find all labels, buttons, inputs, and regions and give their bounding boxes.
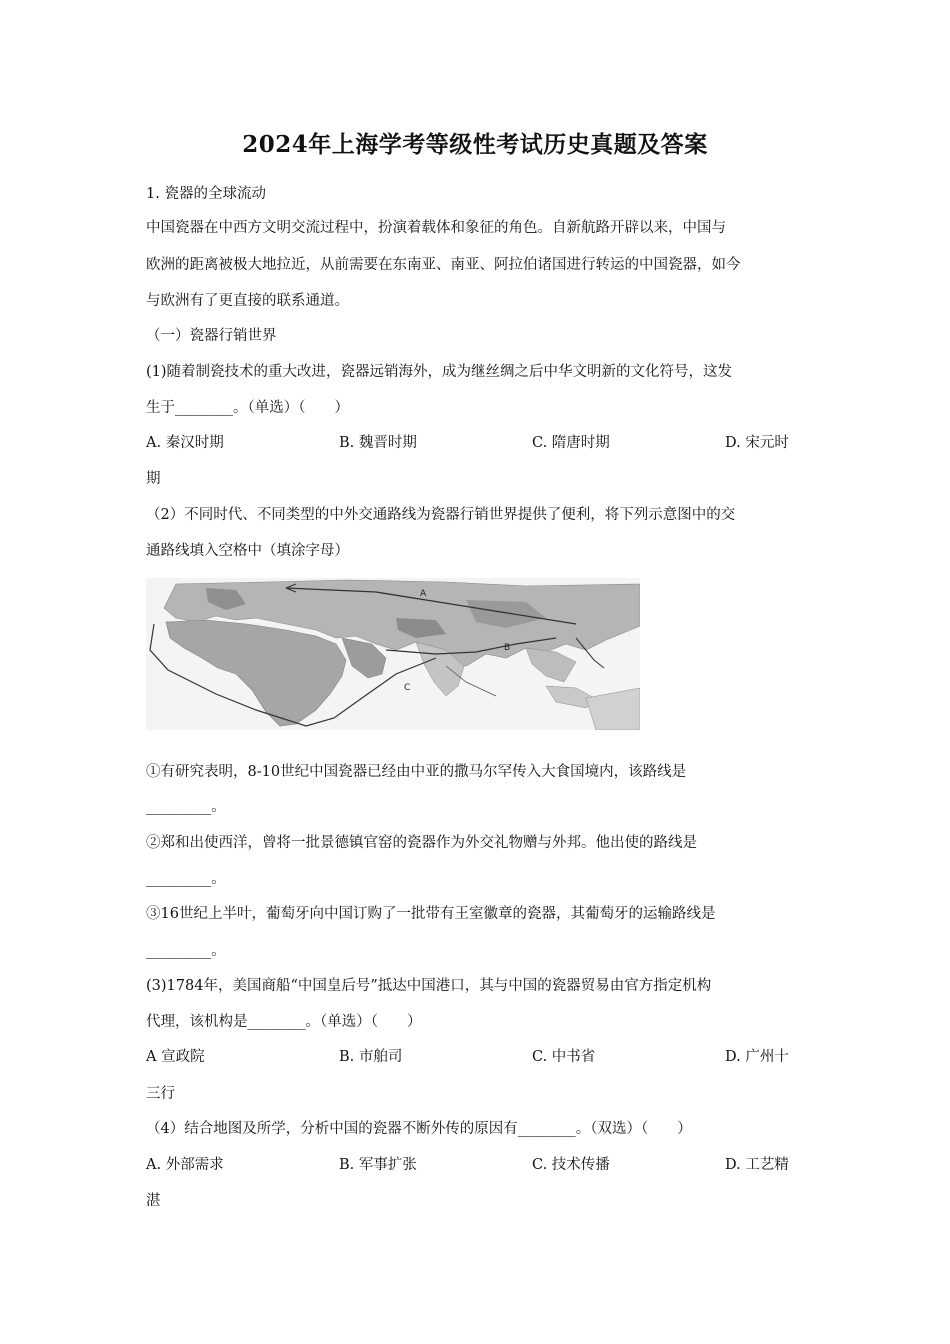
option-b[interactable]: B. 市舶司 bbox=[339, 1049, 403, 1065]
map-label-c: C bbox=[404, 683, 411, 693]
intro-line: 中国瓷器在中西方文明交流过程中，扮演着载体和象征的角色。自新航路开辟以来，中国与 bbox=[146, 220, 726, 236]
option-d[interactable]: D. 广州十 bbox=[725, 1049, 789, 1065]
option-a[interactable]: A. 外部需求 bbox=[146, 1157, 224, 1173]
subquestion-3: 代理，该机构是________。（单选）（ ） bbox=[146, 1014, 422, 1030]
item-2: ②郑和出使西洋，曾将一批景德镇官窑的瓷器作为外交礼物赠与外邦。他出使的路线是 bbox=[146, 835, 697, 851]
subquestion-2: 通路线填入空格中（填涂字母） bbox=[146, 543, 349, 559]
intro-line: 与欧洲有了更直接的联系通道。 bbox=[146, 293, 349, 309]
section-heading: （一）瓷器行销世界 bbox=[146, 328, 277, 344]
subquestion-4: （4）结合地图及所学，分析中国的瓷器不断外传的原因有________。（双选）（ ） bbox=[146, 1121, 692, 1137]
question-heading: 1. 瓷器的全球流动 bbox=[146, 186, 266, 202]
item-1: ①有研究表明，8-10世纪中国瓷器已经由中亚的撒马尔罕传入大食国境内，该路线是 bbox=[146, 764, 687, 780]
subquestion-2: （2）不同时代、不同类型的中外交通路线为瓷器行销世界提供了便利，将下列示意图中的交 bbox=[146, 507, 736, 523]
option-b[interactable]: B. 军事扩张 bbox=[339, 1157, 417, 1173]
answer-blank[interactable]: _________。 bbox=[146, 799, 226, 815]
option-wrap: 湛 bbox=[146, 1193, 161, 1209]
subquestion-3: (3)1784年，美国商船“中国皇后号”抵达中国港口，其与中国的瓷器贸易由官方指定机构 bbox=[146, 978, 712, 994]
option-a[interactable]: A. 秦汉时期 bbox=[146, 435, 224, 451]
route-map-image bbox=[146, 578, 640, 730]
map-label-b: B bbox=[504, 643, 511, 653]
map-label-a: A bbox=[420, 589, 427, 599]
page-title: 2024年上海学考等级性考试历史真题及答案 bbox=[242, 131, 708, 158]
answer-blank[interactable]: _________。 bbox=[146, 943, 226, 959]
option-d[interactable]: D. 工艺精 bbox=[725, 1157, 789, 1173]
option-c[interactable]: C. 中书省 bbox=[532, 1049, 596, 1065]
option-b[interactable]: B. 魏晋时期 bbox=[339, 435, 417, 451]
option-d[interactable]: D. 宋元时 bbox=[725, 435, 789, 451]
answer-blank[interactable]: _________。 bbox=[146, 871, 226, 887]
option-wrap: 三行 bbox=[146, 1086, 175, 1102]
subquestion-1: (1)随着制瓷技术的重大改进，瓷器远销海外，成为继丝绸之后中华文明新的文化符号，这发 bbox=[146, 364, 733, 380]
subquestion-1: 生于________。（单选）（ ） bbox=[146, 400, 349, 416]
item-3: ③16世纪上半叶，葡萄牙向中国订购了一批带有王室徽章的瓷器，其葡萄牙的运输路线是 bbox=[146, 906, 716, 922]
option-c[interactable]: C. 技术传播 bbox=[532, 1157, 610, 1173]
option-wrap: 期 bbox=[146, 471, 161, 487]
option-a[interactable]: A 宣政院 bbox=[146, 1049, 205, 1065]
option-c[interactable]: C. 隋唐时期 bbox=[532, 435, 610, 451]
intro-line: 欧洲的距离被极大地拉近，从前需要在东南亚、南亚、阿拉伯诸国进行转运的中国瓷器，如今 bbox=[146, 257, 741, 273]
